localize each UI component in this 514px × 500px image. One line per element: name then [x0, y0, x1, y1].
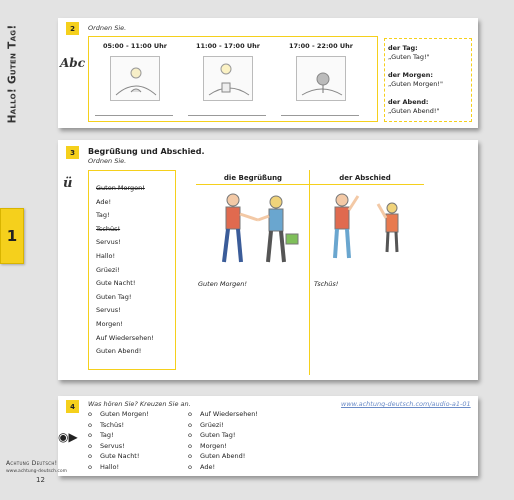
option-checkbox[interactable]: o	[188, 420, 192, 429]
option-label: Guten Tag!	[200, 431, 236, 439]
audio-option[interactable]	[88, 452, 139, 460]
greeting-value-evening: „Guten Abend!"	[388, 107, 440, 115]
option-checkbox[interactable]: o	[88, 441, 92, 450]
answer-greeting: Guten Morgen!	[198, 280, 247, 288]
word-item[interactable]: Morgen!	[96, 320, 123, 328]
evening-sketch	[296, 56, 346, 101]
answer-line-2[interactable]	[188, 115, 266, 116]
page-number: 12	[36, 476, 45, 484]
audio-option[interactable]	[188, 463, 215, 471]
midday-sketch	[203, 56, 253, 101]
word-item[interactable]: Tag!	[96, 211, 110, 220]
footer-brand: Achtung Deutsch!	[6, 460, 58, 467]
audio-option[interactable]	[88, 463, 119, 471]
table-divider	[309, 170, 310, 375]
word-item[interactable]: Gute Nacht!	[96, 279, 136, 288]
option-checkbox[interactable]: o	[188, 441, 192, 450]
option-checkbox[interactable]: o	[188, 452, 192, 460]
word-item[interactable]: Guten Morgen!	[96, 184, 145, 192]
option-checkbox[interactable]: o	[88, 462, 92, 471]
option-checkbox[interactable]: o	[88, 410, 92, 418]
word-item[interactable]: Hallo!	[96, 252, 116, 260]
exercise-title: Begrüßung und Abschied.	[88, 147, 205, 156]
exercise-instruction: Ordnen Sie.	[88, 157, 127, 165]
audio-option[interactable]	[188, 442, 227, 450]
option-label: Hallo!	[100, 462, 120, 471]
time-label-morning: 05:00 - 11:00 Uhr	[103, 42, 167, 50]
word-item[interactable]: Tschüs!	[96, 224, 121, 233]
table-header-line	[196, 184, 424, 185]
word-item[interactable]: Servus!	[96, 306, 121, 315]
sunrise-sketch	[110, 56, 160, 101]
evening-icon	[297, 57, 347, 102]
word-item[interactable]: Guten Abend!	[96, 347, 142, 356]
audio-option[interactable]	[88, 421, 124, 429]
audio-option[interactable]	[88, 410, 149, 418]
midday-icon	[204, 57, 254, 102]
audio-option[interactable]	[188, 421, 224, 429]
exercise-4-panel	[58, 396, 478, 476]
word-item[interactable]: Ade!	[96, 197, 112, 206]
audio-link[interactable]: www.achtung-deutsch.com/audio-a1-01	[341, 400, 471, 408]
word-item[interactable]: Grüezi!	[96, 265, 120, 274]
audio-icon[interactable]: ◉▶	[58, 430, 78, 444]
exercise-number: 3	[66, 146, 79, 159]
exercise-instruction: Ordnen Sie.	[88, 24, 127, 32]
option-label: Tschüs!	[100, 420, 125, 429]
option-checkbox[interactable]: o	[188, 410, 192, 418]
exercise-3-panel	[58, 140, 478, 380]
time-label-evening: 17:00 - 22:00 Uhr	[289, 42, 353, 50]
word-item[interactable]: Auf Wiedersehen!	[96, 333, 155, 342]
word-item[interactable]: Guten Tag!	[96, 292, 132, 301]
option-label: Auf Wiedersehen!	[200, 410, 259, 418]
audio-option[interactable]	[88, 431, 114, 439]
column-head-farewell: der Abschied	[339, 174, 391, 182]
audio-option[interactable]	[188, 410, 258, 418]
audio-option[interactable]	[188, 431, 236, 439]
exercise-instruction: Was hören Sie? Kreuzen Sie an.	[88, 400, 191, 408]
greeting-label-morning: der Morgen:	[388, 71, 433, 79]
answer-line-1[interactable]	[95, 115, 173, 116]
exercise-number: 4	[66, 400, 79, 413]
greeting-people-illustration	[208, 190, 308, 280]
audio-option[interactable]	[88, 442, 125, 450]
chapter-tab[interactable]	[0, 208, 24, 264]
time-label-day: 11:00 - 17:00 Uhr	[196, 42, 260, 50]
option-label: Guten Morgen!	[100, 410, 149, 418]
greeting-value-morning: „Guten Morgen!"	[388, 80, 444, 88]
option-checkbox[interactable]: o	[88, 420, 92, 429]
option-label: Tag!	[100, 431, 114, 439]
option-checkbox[interactable]: o	[88, 431, 92, 439]
answer-line-3[interactable]	[281, 115, 359, 116]
audio-option[interactable]	[188, 452, 245, 460]
exercise-number: 2	[66, 22, 79, 35]
chapter-number: 1	[6, 227, 18, 245]
option-label: Grüezi!	[200, 420, 224, 429]
chapter-title	[2, 14, 22, 134]
option-label: Morgen!	[200, 441, 227, 450]
footer-url: www.achtung-deutsch.com	[6, 469, 68, 474]
option-label: Guten Abend!	[200, 452, 246, 460]
farewell-people-illustration	[320, 190, 420, 280]
option-label: Servus!	[100, 441, 125, 450]
option-label: Ade!	[200, 462, 216, 471]
greeting-value-day: „Guten Tag!"	[388, 53, 430, 61]
option-checkbox[interactable]: o	[88, 452, 92, 460]
word-item[interactable]: Servus!	[96, 238, 121, 247]
abc-icon: Abc	[60, 56, 86, 70]
greeting-label-day: der Tag:	[388, 44, 418, 52]
option-checkbox[interactable]: o	[188, 431, 192, 439]
exercise-2-panel	[58, 18, 478, 128]
option-label: Gute Nacht!	[100, 452, 140, 460]
umlaut-icon: ü	[63, 176, 73, 191]
chapter-title-text: Hallo! Guten Tag!	[6, 24, 19, 124]
greeting-label-evening: der Abend:	[388, 98, 429, 106]
column-head-greeting: die Begrüßung	[223, 174, 283, 182]
sunrise-icon	[111, 57, 161, 102]
option-checkbox[interactable]: o	[188, 462, 192, 471]
answer-farewell: Tschüs!	[314, 280, 339, 288]
